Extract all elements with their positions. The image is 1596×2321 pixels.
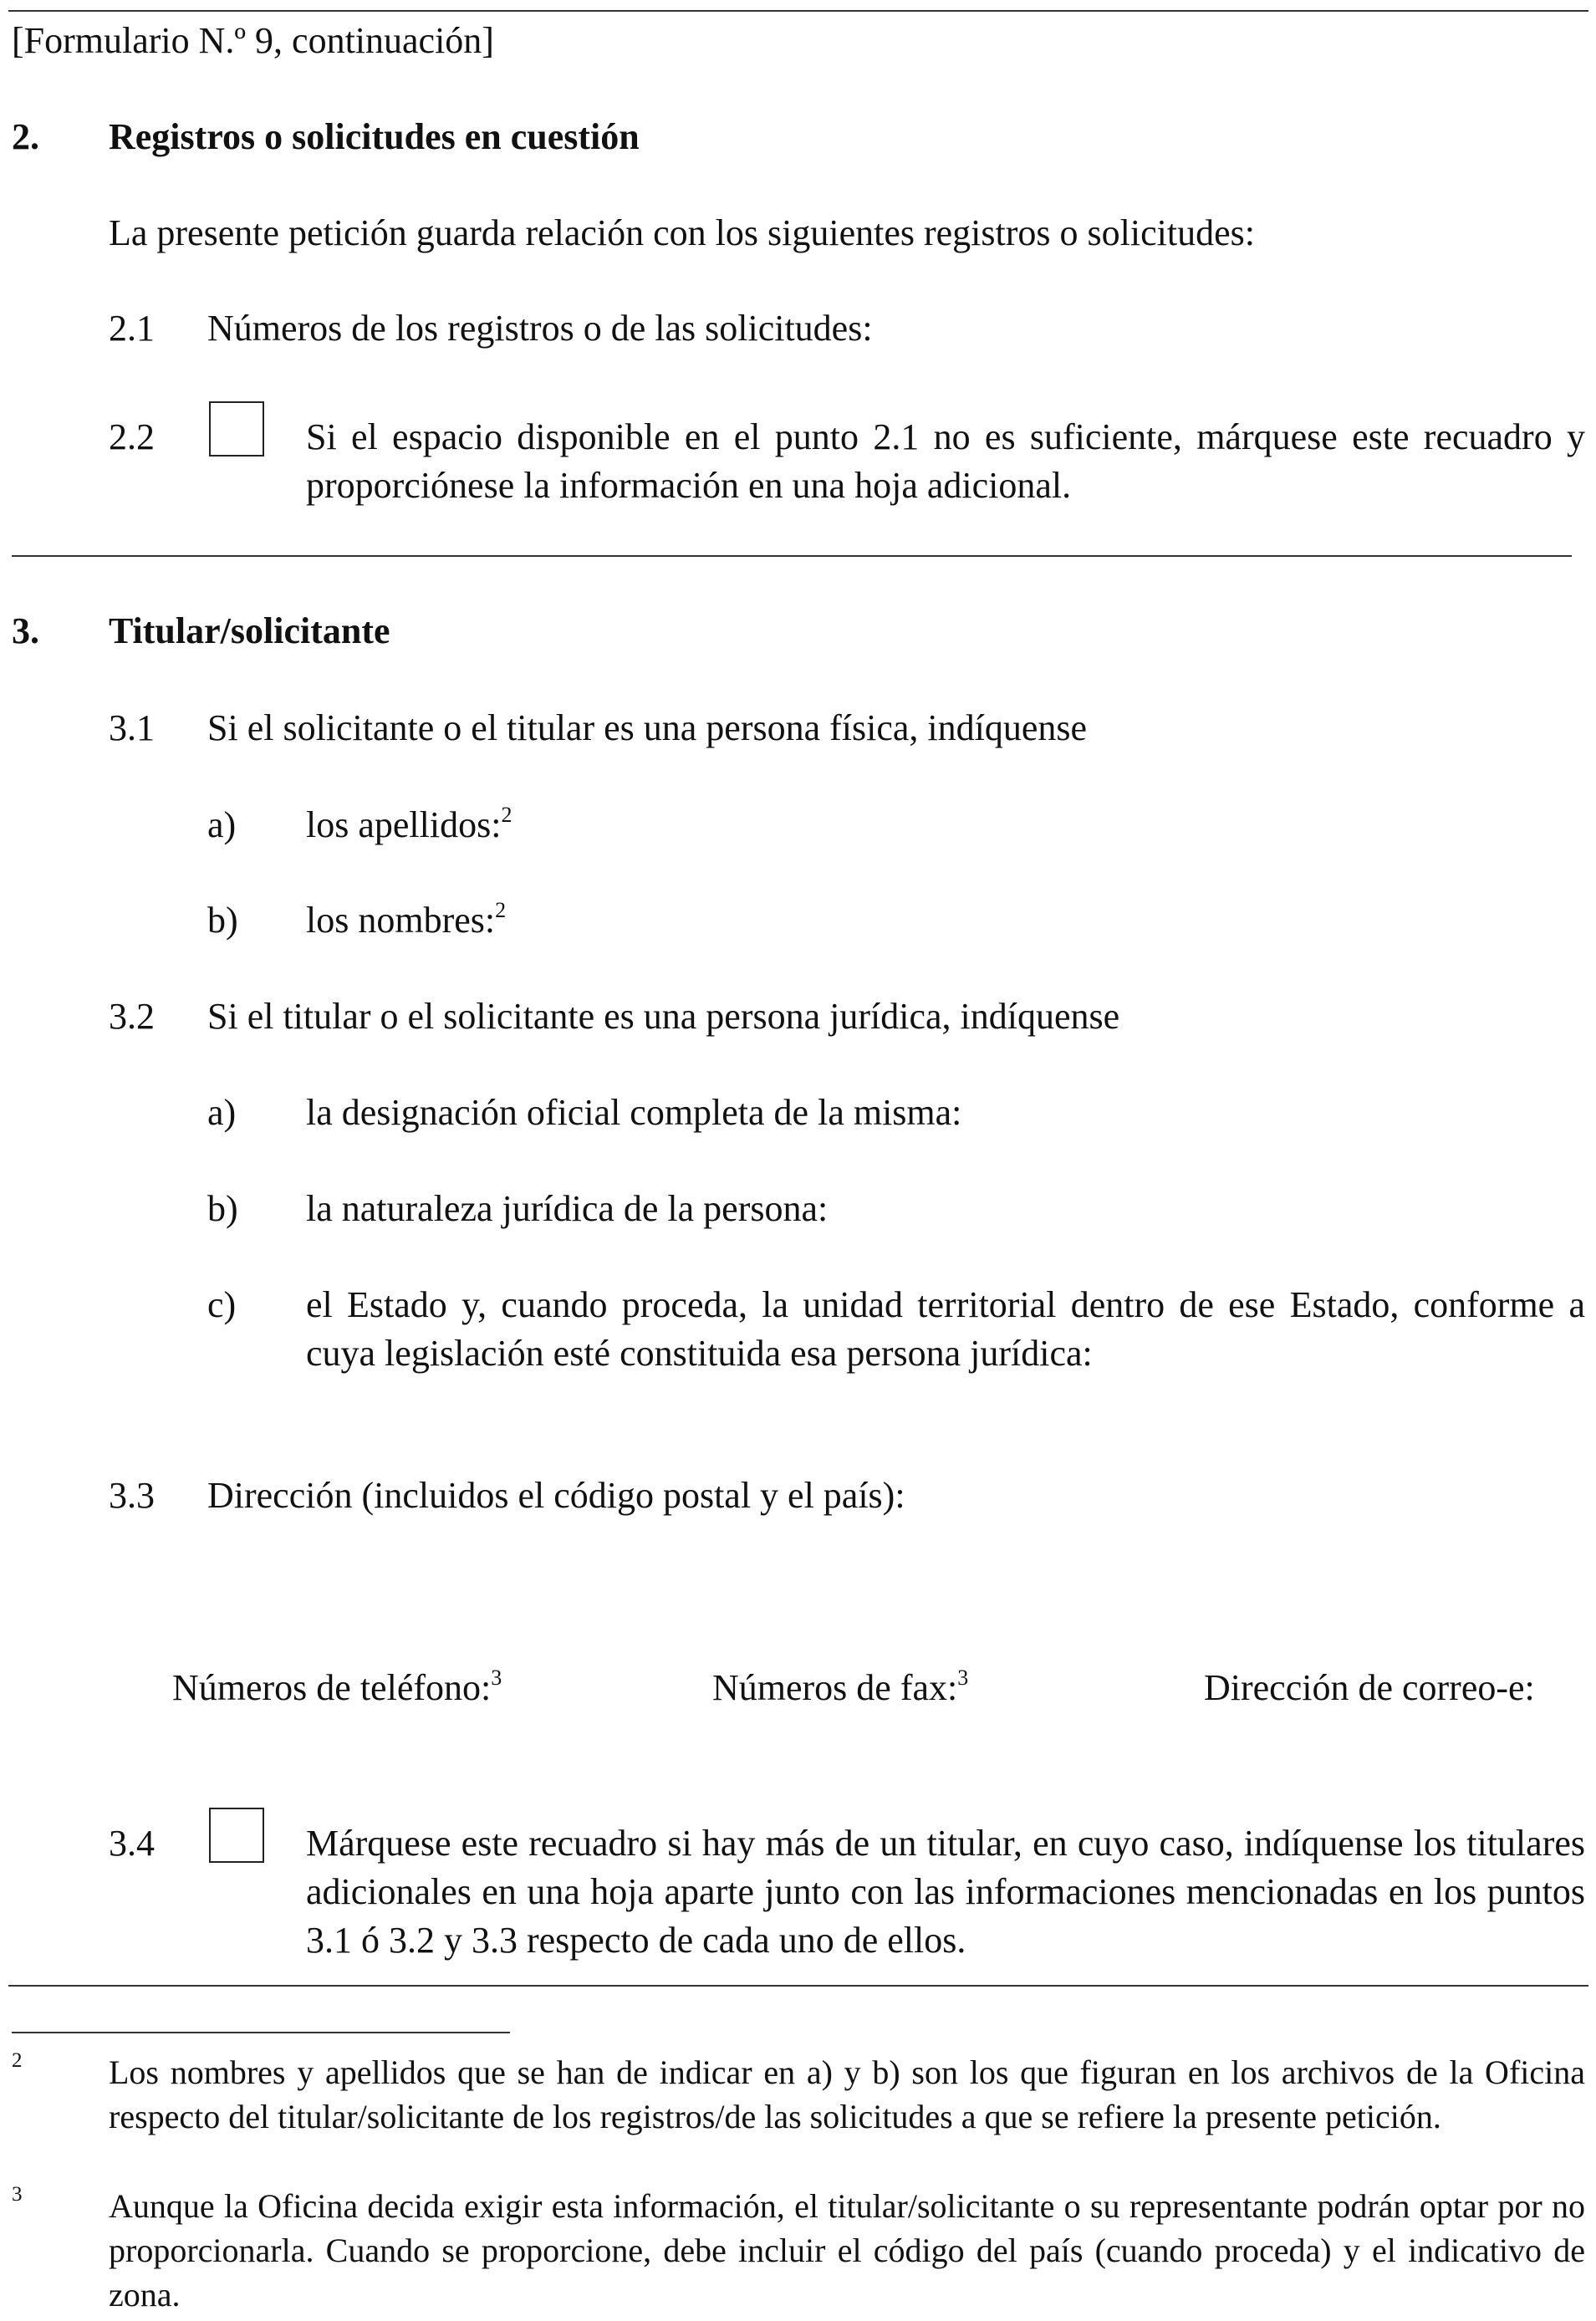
item-3-2-number: 3.2 (109, 996, 155, 1037)
item-3-1-b-letter: b) (207, 900, 238, 941)
section-2-intro: La presente petición guarda relación con los siguientes registros o solicitudes: (109, 212, 1255, 253)
item-3-2-b-letter: b) (207, 1188, 238, 1229)
item-3-2-c-label: el Estado y, cuando proceda, la unidad territorial dentro de ese Estado, conforme a cuya legislación esté constituida esa persona jurídica: (306, 1284, 1585, 1374)
section-3-number: 3. (12, 610, 39, 651)
footnote-2-number: 2 (12, 2049, 23, 2072)
item-3-2-a-letter: a) (207, 1092, 237, 1133)
item-3-1-label: Si el solicitante o el titular es una persona física, indíquense (207, 707, 1088, 748)
section-3-title: Titular/solicitante (109, 610, 390, 651)
footnote-ref-2[interactable]: 2 (501, 803, 512, 827)
footnote-ref-3[interactable]: 3 (957, 1666, 969, 1690)
phone-label (172, 1664, 502, 1712)
item-2-1-number: 2.1 (109, 308, 155, 349)
section-divider (12, 555, 1572, 557)
item-3-4-checkbox[interactable] (209, 1808, 264, 1863)
item-2-2-number: 2.2 (109, 416, 155, 457)
item-3-4-text: Márquese este recuadro si hay más de un titular, en cuyo caso, indíquense los titulares adicionales en una hoja aparte junto con las informaciones mencionadas en los puntos 3.1 ó 3.2 y 3.3 respecto de cada uno de ellos. (306, 1823, 1585, 1961)
email-label: Dirección de correo-e: (1204, 1667, 1535, 1708)
surname-label: los apellidos: (306, 804, 502, 845)
item-3-1-b-label (306, 896, 506, 945)
item-3-3-number: 3.3 (109, 1475, 155, 1516)
footnote-3-text: Aunque la Oficina decida exigir esta información, el titular/solicitante o su representante podrán optar por no proporcionarla. Cuando se proporcione, debe incluir el código del país (cuando proceda) y el indicativo de zona. (109, 2187, 1585, 2313)
footnote-separator (12, 2032, 510, 2033)
item-3-1-a-letter: a) (207, 804, 237, 845)
item-3-1-a-label (306, 801, 512, 849)
fax-label-text: Números de fax: (712, 1667, 958, 1708)
top-rule (8, 10, 1588, 12)
item-3-2-label: Si el titular o el solicitante es una persona jurídica, indíquense (207, 996, 1120, 1037)
bottom-rule (8, 1985, 1588, 1987)
item-2-2-text: Si el espacio disponible en el punto 2.1 no es suficiente, márquese este recuadro y proporciónese la información en una hoja adicional. (306, 416, 1585, 506)
item-3-1-number: 3.1 (109, 707, 155, 748)
section-2-number: 2. (12, 116, 39, 157)
footnote-ref-3[interactable]: 3 (491, 1666, 502, 1690)
footnote-3-number: 3 (12, 2183, 23, 2206)
item-3-2-b-label: la naturaleza jurídica de la persona: (306, 1188, 829, 1229)
address-label: Dirección (incluidos el código postal y el país): (207, 1475, 905, 1516)
footnote-ref-2[interactable]: 2 (495, 898, 507, 922)
footnote-2-text: Los nombres y apellidos que se han de indicar en a) y b) son los que figuran en los archivos de la Oficina respecto del titular/solicitante de los registros/de las solicitudes a que se refiere la presente petición. (109, 2053, 1585, 2135)
item-3-2-a-label: la designación oficial completa de la misma: (306, 1092, 962, 1133)
phone-label-text: Números de teléfono: (172, 1667, 492, 1708)
given-names-label: los nombres: (306, 900, 496, 941)
item-3-2-c-letter: c) (207, 1284, 237, 1325)
fax-label (712, 1664, 968, 1712)
item-2-1-label: Números de los registros o de las solicitudes: (207, 308, 873, 349)
item-3-4-number: 3.4 (109, 1823, 155, 1864)
section-2-title: Registros o solicitudes en cuestión (109, 116, 640, 157)
item-2-2-checkbox[interactable] (209, 401, 264, 457)
form-reference: [Formulario N.º 9, continuación] (12, 20, 494, 61)
